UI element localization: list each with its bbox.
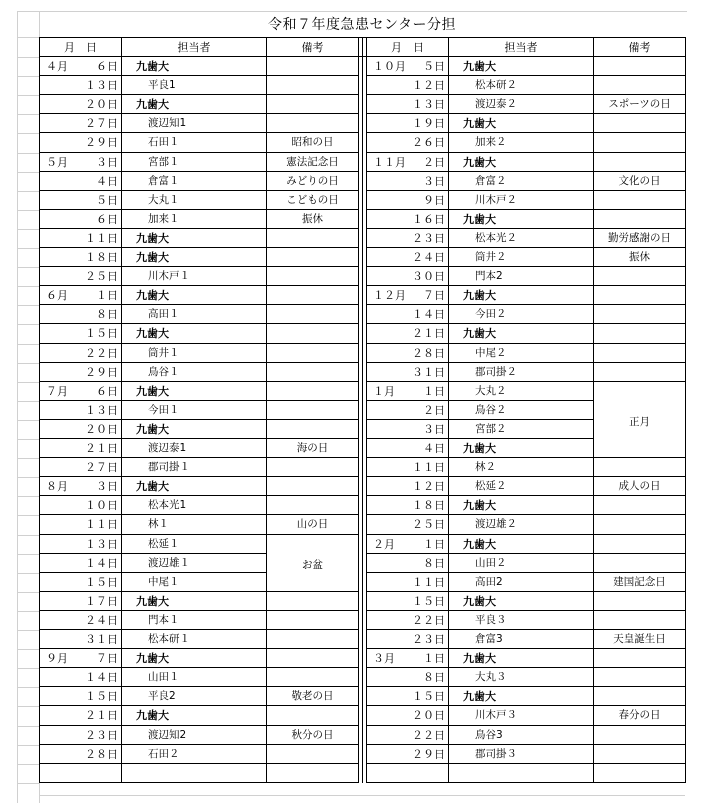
rep-cell: 郡司掛１	[148, 461, 190, 473]
month-cell: １０月	[373, 60, 406, 73]
grid-line	[17, 477, 39, 478]
grid-line	[17, 630, 39, 631]
row-border	[266, 782, 359, 783]
note-cell: みどりの日	[286, 175, 339, 187]
row-border	[266, 610, 359, 611]
note-cell: 秋分の日	[291, 729, 334, 741]
rep-cell: 山田１	[148, 671, 180, 683]
row-border	[266, 304, 359, 305]
row-border	[593, 534, 686, 535]
rep-cell: 九歯大	[136, 289, 169, 302]
rep-cell: 九歯大	[463, 442, 496, 455]
row-border	[593, 362, 686, 363]
rep-cell: 九歯大	[136, 595, 169, 608]
day-cell: ７日	[423, 289, 445, 302]
row-border	[266, 247, 359, 248]
row-border	[266, 343, 359, 344]
rep-cell: 九歯大	[463, 289, 496, 302]
rep-cell: 松延１	[148, 538, 180, 550]
day-cell: １３日	[85, 404, 118, 417]
rep-cell: 林２	[475, 461, 496, 473]
grid-line	[17, 11, 687, 12]
row-border	[266, 94, 359, 95]
day-cell: ２９日	[85, 136, 118, 149]
day-cell: １５日	[85, 690, 118, 703]
day-cell: １１日	[85, 518, 118, 531]
note-cell: 文化の日	[618, 175, 661, 187]
row-border	[593, 343, 686, 344]
day-cell: ３１日	[85, 633, 118, 646]
day-cell: ５日	[423, 60, 445, 73]
rep-cell: 渡辺雄２	[475, 518, 517, 530]
rep-cell: 平良2	[148, 690, 176, 702]
day-cell: １０日	[85, 499, 118, 512]
note-cell: 成人の日	[618, 480, 661, 492]
row-border	[266, 648, 359, 649]
month-cell: ８月	[46, 480, 68, 493]
rep-cell: 郡司掛３	[475, 748, 517, 760]
header-note-left: 備考	[301, 41, 324, 54]
rep-cell: 大丸３	[475, 671, 507, 683]
note-cell: 振休	[629, 251, 650, 263]
day-cell: １８日	[412, 499, 445, 512]
rep-cell: 筒井１	[148, 347, 180, 359]
rep-cell: 渡辺泰２	[475, 98, 517, 110]
day-cell: ２０日	[85, 98, 118, 111]
column-border	[362, 37, 363, 783]
day-cell: ７日	[96, 652, 118, 665]
rep-cell: 宮部１	[148, 156, 180, 168]
grid-line	[17, 535, 39, 536]
row-border	[266, 113, 359, 114]
day-cell: ２０日	[412, 709, 445, 722]
grid-line	[17, 649, 39, 650]
rep-cell: 川木戸２	[475, 194, 517, 206]
month-cell: ９月	[46, 652, 68, 665]
month-cell: ３月	[373, 652, 395, 665]
rep-cell: 九歯大	[136, 232, 169, 245]
rep-cell: 今田１	[148, 404, 180, 416]
day-cell: ２１日	[412, 327, 445, 340]
note-cell: 振休	[302, 213, 323, 225]
note-obon: お盆	[302, 559, 323, 571]
grid-line	[17, 668, 39, 669]
day-cell: ４日	[423, 442, 445, 455]
rep-cell: 九歯大	[136, 423, 169, 436]
day-cell: １日	[96, 289, 118, 302]
day-cell: １５日	[85, 576, 118, 589]
column-border	[593, 37, 594, 783]
day-cell: ２３日	[412, 232, 445, 245]
rep-cell: 倉富3	[475, 633, 503, 645]
row-border	[593, 323, 686, 324]
grid-line	[17, 114, 39, 115]
rep-cell: 渡辺知2	[148, 729, 187, 741]
rep-cell: 平良３	[475, 614, 507, 626]
row-border	[593, 304, 686, 305]
row-border	[593, 75, 686, 76]
day-cell: ２３日	[85, 729, 118, 742]
day-cell: １５日	[412, 690, 445, 703]
row-border	[266, 763, 359, 764]
rep-cell: 九歯大	[463, 327, 496, 340]
grid-line	[17, 95, 39, 96]
day-cell: ２４日	[85, 614, 118, 627]
rep-cell: 九歯大	[136, 709, 169, 722]
month-cell: ４月	[46, 60, 68, 73]
grid-line	[17, 172, 39, 173]
rep-cell: 松本光1	[148, 499, 187, 511]
rep-cell: 中尾１	[148, 576, 180, 588]
day-cell: １日	[423, 385, 445, 398]
note-cell: 海の日	[296, 442, 329, 454]
day-cell: ２６日	[412, 136, 445, 149]
note-cell: 勤労感謝の日	[608, 232, 671, 244]
rep-cell: 郡司掛２	[475, 366, 517, 378]
rep-cell: 大丸１	[148, 194, 180, 206]
row-border	[593, 744, 686, 745]
rep-cell: 九歯大	[463, 538, 496, 551]
day-cell: ５日	[96, 194, 118, 207]
day-cell: ２日	[423, 156, 445, 169]
day-cell: ２１日	[85, 709, 118, 722]
grid-line	[17, 133, 39, 134]
grid-line	[17, 611, 39, 612]
column-border	[358, 37, 359, 783]
note-cell: スポーツの日	[608, 98, 671, 110]
month-cell: ６月	[46, 289, 68, 302]
day-cell: ２９日	[412, 748, 445, 761]
note-cell: 昭和の日	[291, 136, 334, 148]
day-cell: ９日	[423, 194, 445, 207]
rep-cell: 加来１	[148, 213, 180, 225]
day-cell: １７日	[85, 595, 118, 608]
rep-cell: 門本１	[148, 614, 180, 626]
row-border	[266, 400, 359, 401]
row-border	[266, 266, 359, 267]
sheet-title: 令和７年度急患センター分担	[268, 17, 456, 33]
day-cell: １４日	[412, 308, 445, 321]
rep-cell: 鳥谷3	[475, 729, 503, 741]
day-cell: ２２日	[85, 347, 118, 360]
day-cell: ３日	[423, 175, 445, 188]
rep-cell: 大丸２	[475, 385, 507, 397]
day-cell: ２日	[423, 404, 445, 417]
rep-cell: 九歯大	[463, 156, 496, 169]
day-cell: １５日	[412, 595, 445, 608]
day-cell: ２１日	[85, 442, 118, 455]
grid-line	[17, 496, 39, 497]
grid-line	[17, 745, 39, 746]
day-cell: ２２日	[412, 614, 445, 627]
column-border	[685, 37, 686, 783]
grid-line	[17, 382, 39, 383]
header-rep-left: 担当者	[177, 41, 211, 54]
row-border	[266, 381, 359, 382]
day-cell: ２２日	[412, 729, 445, 742]
day-cell: １１日	[412, 576, 445, 589]
day-cell: ２８日	[412, 347, 445, 360]
grid-line	[17, 210, 39, 211]
rep-cell: 渡辺知1	[148, 117, 187, 129]
row-border	[266, 323, 359, 324]
rep-cell: 九歯大	[463, 60, 496, 73]
note-cell: 春分の日	[618, 709, 661, 721]
header-note-right: 備考	[628, 41, 651, 54]
grid-line	[17, 57, 39, 58]
header-rep-right: 担当者	[504, 41, 538, 54]
day-cell: １４日	[85, 557, 118, 570]
rep-cell: 鳥谷２	[475, 404, 507, 416]
day-cell: ３日	[96, 156, 118, 169]
rep-cell: 松本研２	[475, 79, 517, 91]
row-border	[593, 152, 686, 153]
note-shogatsu: 正月	[629, 415, 650, 428]
rep-cell: 松本研１	[148, 633, 190, 645]
rep-cell: 林１	[148, 518, 169, 530]
day-cell: ３日	[96, 480, 118, 493]
grid-line	[17, 554, 39, 555]
row-border	[39, 782, 267, 783]
grid-line	[17, 783, 39, 784]
grid-line	[17, 76, 39, 77]
day-cell: ８日	[423, 557, 445, 570]
day-cell: ２９日	[85, 366, 118, 379]
row-border	[593, 457, 686, 458]
rep-cell: 九歯大	[463, 595, 496, 608]
grid-line	[17, 229, 39, 230]
row-border	[266, 495, 359, 496]
rep-cell: 高田2	[475, 576, 503, 588]
rep-cell: 渡辺雄１	[148, 557, 190, 569]
grid-line	[17, 726, 39, 727]
day-cell: １９日	[412, 117, 445, 130]
rep-cell: 石田１	[148, 136, 180, 148]
day-cell: ８日	[96, 308, 118, 321]
grid-line	[17, 420, 39, 421]
month-cell: ５月	[46, 156, 68, 169]
rep-cell: 九歯大	[136, 251, 169, 264]
row-border	[593, 514, 686, 515]
grid-line	[17, 11, 18, 803]
grid-line	[17, 363, 39, 364]
rep-cell: 松本光２	[475, 232, 517, 244]
note-cell: 天皇誕生日	[613, 633, 666, 645]
grid-line	[17, 344, 39, 345]
rep-cell: 山田２	[475, 557, 507, 569]
row-border	[366, 782, 594, 783]
day-cell: ３０日	[412, 270, 445, 283]
day-cell: ３日	[423, 423, 445, 436]
grid-line	[17, 267, 39, 268]
rep-cell: 松延２	[475, 480, 507, 492]
day-cell: １２日	[412, 480, 445, 493]
row-border	[266, 534, 359, 535]
rep-cell: 九歯大	[136, 480, 169, 493]
grid-line	[17, 191, 39, 192]
row-border	[593, 725, 686, 726]
rep-cell: 倉富２	[475, 175, 507, 187]
month-cell: １２月	[373, 289, 406, 302]
grid-line	[17, 706, 39, 707]
grid-line	[17, 592, 39, 593]
header-date-left: 月 日	[64, 41, 97, 54]
row-border	[266, 591, 359, 592]
grid-line	[39, 795, 685, 796]
rep-cell: 九歯大	[463, 690, 496, 703]
month-cell: １１月	[373, 156, 406, 169]
rep-cell: 九歯大	[136, 652, 169, 665]
note-cell: 敬老の日	[291, 690, 334, 702]
rep-cell: 渡辺泰1	[148, 442, 187, 454]
rep-cell: 九歯大	[136, 98, 169, 111]
day-cell: １２日	[412, 79, 445, 92]
rep-cell: 九歯大	[463, 213, 496, 226]
row-border	[593, 381, 686, 382]
day-cell: ２０日	[85, 423, 118, 436]
row-border	[593, 553, 686, 554]
row-border	[593, 610, 686, 611]
rep-cell: 高田１	[148, 308, 180, 320]
grid-line	[17, 458, 39, 459]
rep-cell: 筒井２	[475, 251, 507, 263]
day-cell: １日	[423, 652, 445, 665]
rep-cell: 九歯大	[136, 60, 169, 73]
grid-line	[17, 687, 39, 688]
row-border	[39, 37, 686, 38]
day-cell: ２７日	[85, 461, 118, 474]
day-cell: １６日	[412, 213, 445, 226]
header-date-right: 月 日	[391, 41, 424, 54]
day-cell: ４日	[96, 175, 118, 188]
row-border	[593, 686, 686, 687]
rep-cell: 石田２	[148, 748, 180, 760]
note-cell: こどもの日	[286, 194, 339, 206]
rep-cell: 川木戸３	[475, 709, 517, 721]
grid-line	[17, 153, 39, 154]
grid-line	[17, 305, 39, 306]
day-cell: １４日	[85, 671, 118, 684]
note-cell: 憲法記念日	[286, 156, 339, 168]
day-cell: １１日	[412, 461, 445, 474]
month-cell: ７月	[46, 385, 68, 398]
rep-cell: 加来２	[475, 136, 507, 148]
day-cell: ６日	[96, 213, 118, 226]
day-cell: ２８日	[85, 748, 118, 761]
rep-cell: 平良1	[148, 79, 176, 91]
row-border	[593, 285, 686, 286]
grid-line	[17, 573, 39, 574]
row-border	[266, 419, 359, 420]
day-cell: ８日	[423, 671, 445, 684]
row-border	[266, 476, 359, 477]
row-border	[266, 667, 359, 668]
row-border	[593, 667, 686, 668]
day-cell: １３日	[85, 538, 118, 551]
row-border	[266, 362, 359, 363]
rep-cell: 九歯大	[463, 652, 496, 665]
grid-line	[17, 324, 39, 325]
rep-cell: 倉富１	[148, 175, 180, 187]
month-cell: ２月	[373, 538, 395, 551]
row-border	[593, 209, 686, 210]
rep-cell: 今田２	[475, 308, 507, 320]
day-cell: ２７日	[85, 117, 118, 130]
day-cell: ６日	[96, 60, 118, 73]
grid-line	[17, 764, 39, 765]
note-cell: 建国記念日	[613, 576, 666, 588]
day-cell: １５日	[85, 327, 118, 340]
day-cell: ２４日	[412, 251, 445, 264]
day-cell: １８日	[85, 251, 118, 264]
day-cell: ６日	[96, 385, 118, 398]
day-cell: ２３日	[412, 633, 445, 646]
rep-cell: 九歯大	[136, 327, 169, 340]
grid-line	[17, 439, 39, 440]
grid-line	[17, 248, 39, 249]
rep-cell: 鳥谷１	[148, 366, 180, 378]
rep-cell: 門本2	[475, 270, 503, 282]
day-cell: １日	[423, 538, 445, 551]
rep-cell: 中尾２	[475, 347, 507, 359]
day-cell: １３日	[85, 79, 118, 92]
row-border	[266, 629, 359, 630]
day-cell: １１日	[85, 232, 118, 245]
rep-cell: 九歯大	[463, 499, 496, 512]
rep-cell: 川木戸１	[148, 270, 190, 282]
row-border	[593, 763, 686, 764]
row-border	[266, 285, 359, 286]
day-cell: ２５日	[85, 270, 118, 283]
day-cell: １３日	[412, 98, 445, 111]
row-border	[593, 782, 686, 783]
month-cell: １月	[373, 385, 395, 398]
grid-line	[17, 286, 39, 287]
rep-cell: 宮部２	[475, 423, 507, 435]
row-border	[593, 132, 686, 133]
rep-cell: 九歯大	[136, 385, 169, 398]
note-cell: 山の日	[296, 518, 329, 530]
grid-line	[17, 401, 39, 402]
grid-line	[17, 37, 39, 38]
rep-cell: 九歯大	[463, 117, 496, 130]
grid-line	[17, 515, 39, 516]
row-border	[266, 75, 359, 76]
day-cell: ３１日	[412, 366, 445, 379]
day-cell: ２５日	[412, 518, 445, 531]
